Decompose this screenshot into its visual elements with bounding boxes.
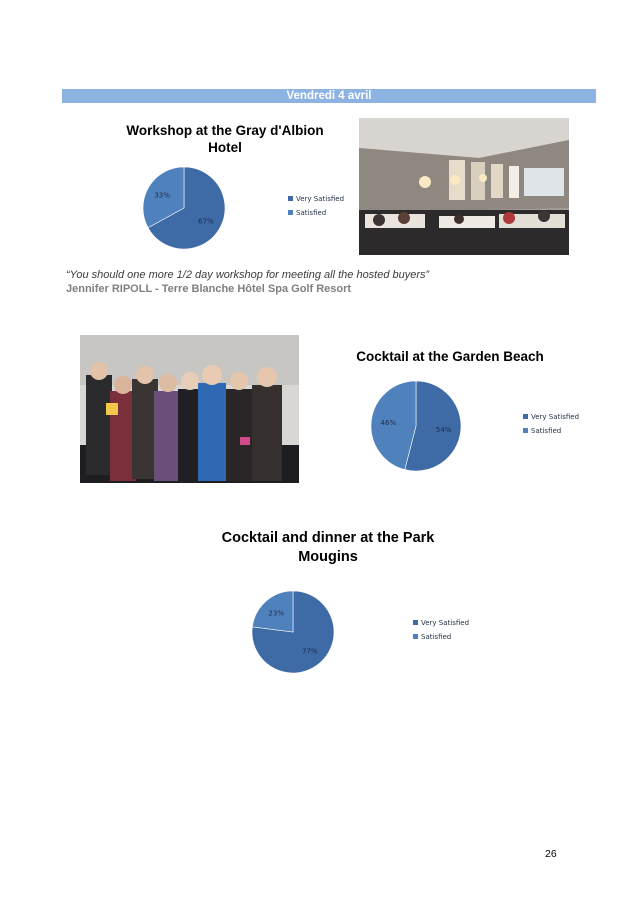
chart-3-legend-swatch-1 bbox=[413, 634, 418, 639]
group-image bbox=[80, 335, 299, 483]
chart-3-label-0: 77% bbox=[302, 647, 318, 656]
chart-2-title-line1: Cocktail at the Garden Beach bbox=[356, 349, 544, 364]
chart-2-legend-swatch-1 bbox=[523, 428, 528, 433]
chart-2-label-0: 54% bbox=[435, 425, 452, 434]
workshop-room-photo bbox=[359, 118, 569, 255]
workshop-room-image bbox=[359, 118, 569, 255]
chart-2-legend-label-0: Very Satisfied bbox=[531, 413, 580, 421]
chart-1-label-1: 33% bbox=[154, 191, 170, 200]
chart-1-legend-label-0: Very Satisfied bbox=[296, 195, 345, 203]
chart-1-title-line1: Workshop at the Gray d'Albion bbox=[126, 123, 324, 138]
chart-2-legend-swatch-0 bbox=[523, 414, 528, 419]
testimonial-quote: “You should one more 1/2 day workshop for meeting all the hosted buyers” bbox=[66, 269, 430, 281]
chart-1-legend-swatch-1 bbox=[288, 210, 293, 215]
day-banner: Vendredi 4 avril bbox=[62, 89, 596, 103]
chart-1-title bbox=[100, 122, 350, 156]
chart-3-title-line1: Cocktail and dinner at the Park bbox=[221, 530, 435, 546]
chart-2-pie bbox=[358, 378, 588, 478]
group-photo bbox=[80, 335, 299, 483]
chart-1-label-0: 67% bbox=[198, 217, 214, 226]
chart-3-pie bbox=[240, 584, 490, 684]
chart-3-title-line2: Mougins bbox=[298, 549, 358, 565]
chart-2-title bbox=[335, 348, 565, 365]
chart-3-label-1: 23% bbox=[268, 609, 284, 618]
chart-1-title-line2: Hotel bbox=[208, 140, 242, 155]
chart-3-legend-swatch-0 bbox=[413, 620, 418, 625]
chart-3-legend-label-1: Satisfied bbox=[421, 633, 452, 641]
chart-1-legend-swatch-0 bbox=[288, 196, 293, 201]
chart-3-title bbox=[198, 529, 458, 567]
chart-1-pie bbox=[130, 160, 360, 255]
chart-3-legend-label-0: Very Satisfied bbox=[421, 619, 470, 627]
chart-2-label-1: 46% bbox=[380, 419, 397, 428]
page-number: 26 bbox=[545, 848, 557, 860]
testimonial-author: Jennifer RIPOLL - Terre Blanche Hôtel Spa Golf Resort bbox=[66, 283, 352, 295]
chart-2-legend-label-1: Satisfied bbox=[531, 427, 562, 435]
chart-1-legend-label-1: Satisfied bbox=[296, 209, 327, 217]
